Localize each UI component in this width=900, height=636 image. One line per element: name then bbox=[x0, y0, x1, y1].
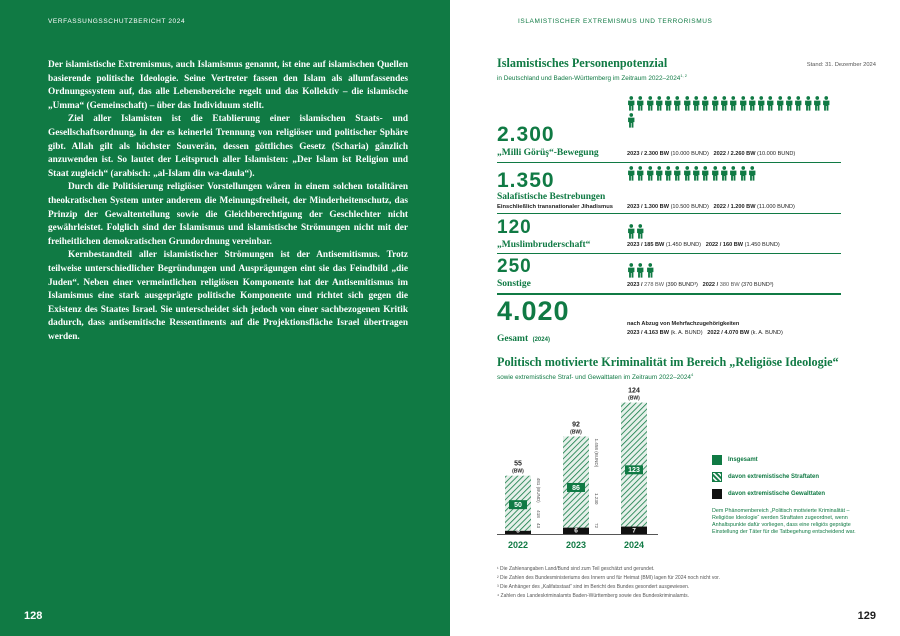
category-number: 1.350 bbox=[497, 169, 555, 192]
legend-violent bbox=[712, 489, 825, 499]
stat-year: 2022 / bbox=[702, 282, 719, 288]
stat-value: 185 BW bbox=[644, 242, 665, 248]
chapter-running-header: ISLAMISTISCHER EXTREMISMUS UND TERRORISMUS bbox=[518, 18, 713, 25]
legend-extremist bbox=[712, 472, 819, 482]
legend-label: davon extremistische Straftaten bbox=[728, 474, 820, 480]
stat-bund: (k. A. BUND) bbox=[670, 330, 703, 336]
stat-bund: (10.500 BUND) bbox=[670, 204, 709, 210]
stat-value: 160 BW bbox=[722, 242, 744, 248]
total-note: nach Abzug von Mehrfachzugehörigkeiten bbox=[627, 321, 740, 327]
value-violent: 3 bbox=[516, 527, 520, 535]
footnote: ² Die Zahlen des Bundesministeriums des Innern und für Heimat (BMI) lagen für 2024 noch nicht vor. bbox=[497, 575, 720, 581]
legend-label: davon extremistische Gewalttaten bbox=[728, 491, 826, 497]
category-label: Salafistische Bestrebungen bbox=[497, 192, 606, 202]
stat-year: 2023 / bbox=[627, 330, 643, 336]
stat-bund: (k. A. BUND) bbox=[750, 330, 783, 336]
stat-bund: (11.000 BUND) bbox=[757, 204, 795, 210]
legend-swatch-solid bbox=[712, 455, 722, 465]
stat-year: 2023 / bbox=[627, 151, 643, 157]
paragraph: Kernbestandteil aller islamistischer Strömungen ist der Antisemitismus. Trotz teilweise unterschiedlicher Begründungen und Ausprägungen eint sie das Feindbild „die Juden“. Neben einer vermeintlichen religiösen Komponente hat der Antisemitismus im Islamismus eine stark ausgeprägte politische Komponente und richtet sich gegen die Existenz des Staates Israel. Sie unterscheidet sich jedoch von einer sachbezogenen Kritik dadurch, dass antisemitische Ressentiments auf die Projektionsfläche Israel übertragen werden. bbox=[48, 250, 408, 342]
report-running-header: VERFASSUNGSSCHUTZBERICHT 2024 bbox=[48, 18, 186, 25]
total-number: 4.020 bbox=[497, 296, 570, 326]
potential-title: Islamistisches Personenpotenzial bbox=[497, 56, 668, 70]
category-label: „Milli Görüş“-Bewegung bbox=[497, 148, 599, 158]
stat-value: 2.260 BW bbox=[730, 151, 756, 157]
stat-value: 1.300 BW bbox=[644, 204, 669, 210]
category-number: 2.300 bbox=[497, 123, 555, 146]
legend-swatch-hatched bbox=[712, 472, 722, 482]
bw-tag: (BW) bbox=[570, 429, 582, 436]
paragraph: Durch die Politisierung religiöser Vorstellungen wären in einem solchen totalitären theokratischen System unter anderem die Meinungsfreiheit, der Minderheitenschutz, das Prinzip der Gewaltenteilung sowie die Gleichberechtigung der Geschlechter nicht gewährleistet. Folglich sind der Islamismus und islamistische Strömungen nicht mit der freiheitlichen demokratischen Grundordnung vereinbar. bbox=[48, 182, 408, 247]
body-text bbox=[48, 59, 408, 344]
potential-subtitle-text: in Deutschland und Baden-Württemberg im Zeitraum 2022–2024 bbox=[497, 75, 681, 83]
legend-total bbox=[712, 455, 758, 465]
value-violent: 7 bbox=[632, 527, 636, 535]
value-extremist: 50 bbox=[514, 501, 522, 509]
bund-total-label: 481 (BUND) bbox=[536, 477, 541, 503]
stat-bund: (10.000 BUND) bbox=[670, 151, 709, 157]
stat-bund: (10.000 BUND) bbox=[757, 151, 796, 157]
value-total: 55 bbox=[514, 460, 522, 468]
crime-title: Politisch motivierte Kriminalität im Bereich „Religiöse Ideologie“ bbox=[497, 355, 839, 369]
x-tick-label: 2022 bbox=[507, 540, 529, 550]
legend-note: Dem Phänomenbereich „Politisch motivierte Kriminalität – Religiöse Ideologie“ werden Straftaten zugeordnet, wenn Anhaltspunkte dafür vorliegen, dass eine religiös geprägte Einstellung der Täter für die Tatbegehung entscheidend war. bbox=[712, 508, 856, 535]
x-tick-label: 2023 bbox=[565, 540, 587, 550]
x-tick-label: 2024 bbox=[623, 540, 645, 550]
category-sublabel: Einschließlich transnationaler Jihadismus bbox=[497, 204, 613, 210]
stat-bund: (1.450 BUND) bbox=[665, 242, 702, 248]
value-extremist: 86 bbox=[572, 484, 580, 492]
page-number: 129 bbox=[857, 610, 876, 622]
stat-year: 2022 / bbox=[713, 204, 730, 210]
bund-violent-label: 43 bbox=[536, 523, 541, 529]
footnote: ¹ Die Zahlenangaben Land/Bund sind zum Teil geschätzt und gerundet. bbox=[497, 566, 655, 572]
total-label: Gesamt bbox=[497, 334, 529, 344]
footnote-ref: 4 bbox=[690, 372, 694, 377]
value-extremist: 123 bbox=[628, 467, 640, 475]
category-number: 120 bbox=[497, 217, 532, 238]
footnote: ⁴ Zahlen des Landeskriminalamts Baden-Württemberg sowie des Bundeskriminalamts. bbox=[497, 593, 689, 599]
bund-violent-label: 72 bbox=[594, 523, 599, 529]
value-total: 124 bbox=[628, 387, 640, 395]
bw-tag: (BW) bbox=[512, 468, 524, 475]
crime-bar-chart bbox=[450, 0, 900, 636]
stat-value: 278 BW bbox=[644, 282, 665, 288]
bw-tag: (BW) bbox=[628, 395, 640, 402]
footnote-ref: 1, 2 bbox=[680, 73, 687, 78]
stat-year: 2022 / bbox=[705, 242, 722, 248]
footnote: ³ Die Anhänger des „Kalifatsstaat“ sind im Bericht des Bundes gesondert ausgewiesen. bbox=[497, 584, 690, 590]
total-year: (2024) bbox=[532, 337, 550, 343]
category-number: 250 bbox=[497, 256, 532, 277]
legend-swatch-black bbox=[712, 489, 722, 499]
date-stand: Stand: 31. Dezember 2024 bbox=[806, 62, 876, 68]
stat-year: 2023 / bbox=[627, 282, 643, 288]
value-violent: 6 bbox=[574, 527, 578, 535]
stat-year: 2022 / bbox=[713, 151, 730, 157]
stat-bund: (370 BUND³) bbox=[741, 282, 774, 288]
stat-value: 2.300 BW bbox=[644, 151, 669, 157]
stat-bund: (390 BUND³) bbox=[665, 282, 698, 288]
bund-extremist-label: 418 bbox=[536, 510, 541, 518]
legend-label: Insgesamt bbox=[728, 457, 758, 463]
stat-year: 2023 / bbox=[627, 204, 643, 210]
stat-bund: (1.450 BUND) bbox=[744, 242, 780, 248]
bund-extremist-label: 1.230 bbox=[594, 492, 599, 505]
stat-year: 2023 / bbox=[627, 242, 643, 248]
stat-value: 4.163 BW bbox=[644, 330, 669, 336]
category-label: Sonstige bbox=[497, 279, 531, 289]
paragraph: Der islamistische Extremismus, auch Islamismus genannt, ist eine auf islamischen Quellen basierende politische Ideologie. Seine Vertreter fassen den Islam als allumfassendes Ordnungssystem auf, das alle Lebensbereiche regelt und das Kollektiv – die islamische „Umma“ (Gemeinschaft) – über das Individuum stellt. bbox=[48, 60, 408, 111]
category-label: „Muslimbruderschaft“ bbox=[497, 240, 591, 250]
stat-value: 1.200 BW bbox=[730, 204, 756, 210]
bund-total-label: 1.458 (BUND) bbox=[594, 438, 599, 468]
paragraph: Ziel aller Islamisten ist die Etablierung einer islamischen Staats- und Gesellschaftsordnung, in der es keinerlei Trennung von religiöser und politischer Sphäre gibt. Allah gilt als höchster Souverän, dessen göttliches Gesetz (Scharia) gänzlich anzuwenden ist. So lautet der Leitspruch aller Islamisten: „Der Islam ist Religion und Staat zugleich“ (arabisch: „al-Islam din wa-daula“). bbox=[48, 114, 408, 179]
stat-value: 4.070 BW bbox=[724, 330, 750, 336]
value-total: 92 bbox=[572, 421, 580, 429]
crime-subtitle-text: sowie extremistische Straf- und Gewalttaten im Zeitraum 2022–2024 bbox=[497, 374, 691, 382]
stat-year: 2022 / bbox=[707, 330, 723, 336]
page-number: 128 bbox=[24, 610, 43, 622]
stat-value: 380 BW bbox=[719, 282, 740, 288]
right-page bbox=[450, 0, 900, 636]
